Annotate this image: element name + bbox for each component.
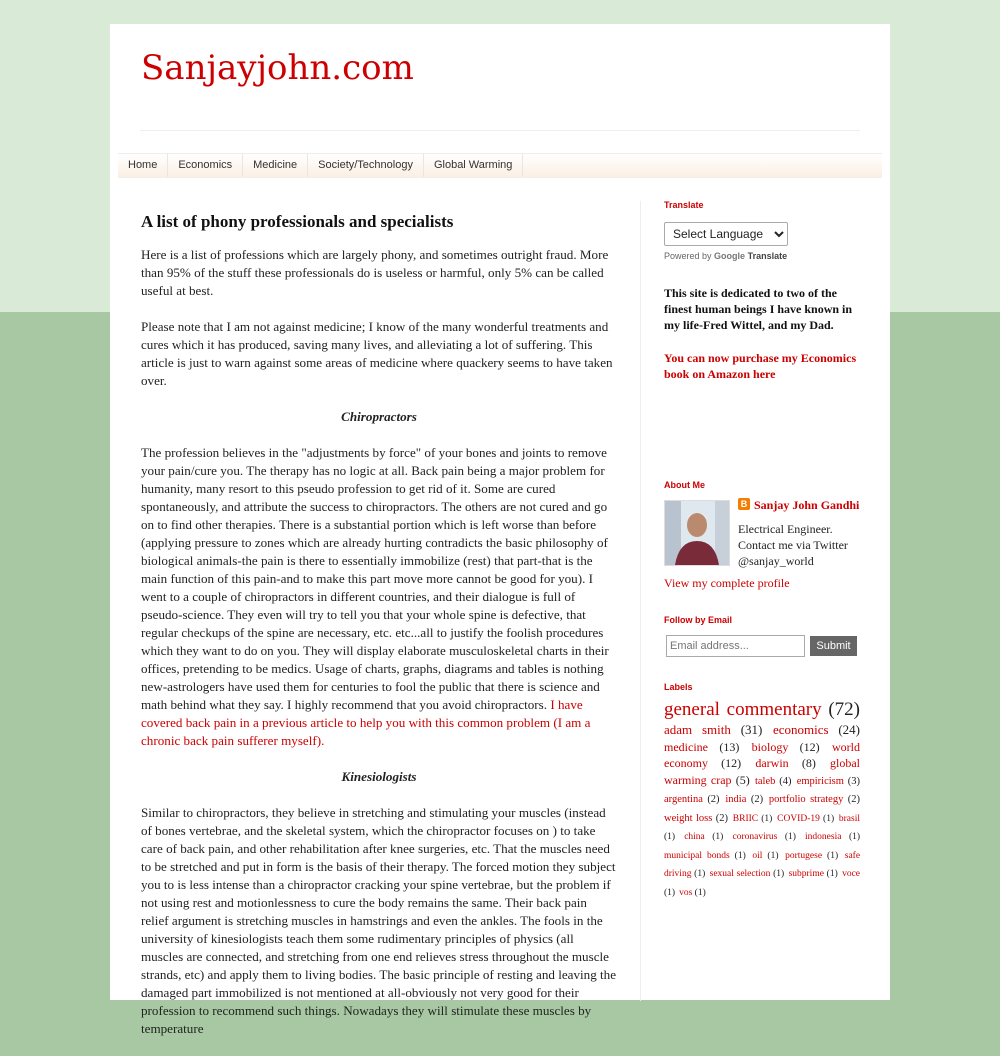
label-link[interactable]: portfolio strategy <box>768 794 844 805</box>
label-count: (4) <box>775 775 792 787</box>
labels-title: Labels <box>664 682 693 692</box>
nav-medicine[interactable]: Medicine <box>243 154 308 177</box>
label-count: (1) <box>841 832 861 842</box>
label-link[interactable]: vos <box>679 887 693 898</box>
label-count: (13) <box>707 739 740 754</box>
label-link[interactable]: india <box>725 794 747 805</box>
label-count: (1) <box>758 813 773 824</box>
label-link[interactable]: voce <box>842 869 861 879</box>
label-count: (1) <box>691 869 706 879</box>
page-container <box>110 24 890 1036</box>
label-count: (1) <box>823 869 838 879</box>
label-link[interactable]: economics <box>772 722 829 737</box>
powered-by-google <box>664 251 787 261</box>
label-entry <box>679 888 706 898</box>
about-me-text: Electrical Engineer. Contact me via Twitter @sanjay_world <box>738 522 848 568</box>
label-link[interactable]: taleb <box>754 775 776 787</box>
label-count: (2) <box>702 794 720 805</box>
label-link[interactable]: safe driving <box>664 850 861 879</box>
label-count: (1) <box>664 887 676 898</box>
label-count: (8) <box>788 756 816 770</box>
label-link[interactable]: brasil <box>838 813 860 824</box>
label-link[interactable]: adam smith <box>664 722 731 737</box>
label-count: (1) <box>822 850 839 861</box>
nav-global-warming[interactable]: Global Warming <box>424 154 523 177</box>
amazon-book-link[interactable]: You can now purchase my Economics book on Amazon here <box>664 351 857 381</box>
label-entry <box>773 722 860 737</box>
chiropractors-text: The profession believes in the "adjustments by force" of your bones and joints to remove your pain/cure you. The therapy has no logic at all. Back pain being a major problem for humanity, many resort to this pseudo profession to get rid of it. Some are cured spontaneously, and attribute the success to chiropractors. The others are not cured and go on to find other therapies. There is a substantial portion which is left worse than before (applying pressure to zones which are already hurting contradicts the basic philosophy of biological animals-the pain is there to essentially immobilize (rest) that part-that is the main function of this pain-and to make this part move more cannot be good for you). I went to a couple of chiropractors in different countries, and their dialogue is full of pseudo-science. They even will try to tell you that your whole spine is defective, that regular checkups of the spine are necessary, etc. etc...all to justify the foolish procedures which they want to do on you. They will display elaborate musculoskeletal charts in their offices, pretending to be medics. Usage of charts, graphs, diagrams and tables is nothing new-astrologers have used them for centuries to fool the public that there is science and math behind what they say. I highly recommend that you avoid chiropractors. <box>141 445 609 712</box>
label-count: (1) <box>692 887 706 898</box>
post-title: A list of phony professionals and specialists <box>141 212 454 231</box>
label-entry <box>752 740 820 754</box>
kinesiologists-heading: Kinesiologists <box>341 769 417 784</box>
label-count: (31) <box>730 722 763 737</box>
label-count: (12) <box>788 739 820 754</box>
label-entry <box>710 869 785 879</box>
label-entry <box>755 776 792 787</box>
label-count: (3) <box>843 775 861 787</box>
avatar-photo-icon <box>665 501 729 565</box>
label-count: (24) <box>828 722 861 737</box>
label-entry <box>664 699 860 720</box>
back-pain-article-link[interactable]: I have covered back pain in a previous article to help you with this common problem (I am a chronic back pain sufferer myself). <box>141 697 591 748</box>
follow-by-email-title: Follow by Email <box>664 615 733 625</box>
label-count: (2) <box>746 794 764 805</box>
label-count: (2) <box>712 812 728 824</box>
label-link[interactable]: empiricism <box>796 775 844 787</box>
label-count: (1) <box>664 832 676 842</box>
label-entry <box>732 832 795 842</box>
label-link[interactable]: subprime <box>788 869 824 879</box>
label-link[interactable]: biology <box>751 739 789 754</box>
powered-by-text: Powered by <box>664 251 712 261</box>
label-link[interactable]: coronavirus <box>732 832 778 842</box>
label-link[interactable]: world economy <box>664 739 860 770</box>
label-link[interactable]: china <box>684 832 705 842</box>
label-entry <box>684 832 723 842</box>
label-link[interactable]: general commentary <box>664 699 822 720</box>
label-link[interactable]: BRIIC <box>732 813 759 824</box>
label-link[interactable]: sexual selection <box>709 869 771 879</box>
label-link[interactable]: portugese <box>785 850 823 861</box>
label-count: (1) <box>777 832 796 842</box>
label-entry <box>755 756 816 770</box>
language-select[interactable] <box>664 222 788 246</box>
view-profile-link[interactable]: View my complete profile <box>664 576 790 590</box>
label-count: (1) <box>704 832 724 842</box>
label-entry <box>664 851 746 861</box>
label-count: (1) <box>819 813 835 824</box>
site-title-link[interactable]: Sanjayjohn.com <box>141 48 414 88</box>
label-link[interactable]: COVID-19 <box>777 813 820 824</box>
label-link[interactable]: indonesia <box>805 832 842 842</box>
post-intro-paragraph: Here is a list of professions which are largely phony, and sometimes outright fraud. More than 95% of the stuff these professionals do is useless or harmful, only 5% can be called useful at best. <box>141 247 609 298</box>
email-input[interactable] <box>666 635 805 657</box>
label-entry <box>777 814 834 824</box>
nav-home[interactable]: Home <box>118 154 168 177</box>
label-count: (1) <box>770 869 785 879</box>
label-entry <box>785 851 838 861</box>
post-body <box>141 212 617 1056</box>
post-note-paragraph: Please note that I am not against medicine; I know of the many wonderful treatments and cures which it has produced, saving many lives, and alleviating a lot of suffering. This article is just to warn against some areas of medicine where quackery seems to have taken over. <box>141 319 613 388</box>
label-link[interactable]: municipal bonds <box>664 850 730 861</box>
label-link[interactable]: global warming crap <box>664 756 861 787</box>
chiropractors-paragraph <box>141 444 617 750</box>
blogger-icon: B <box>738 498 750 510</box>
chiropractors-heading: Chiropractors <box>341 409 417 424</box>
translate-widget-title: Translate <box>664 200 704 210</box>
label-entry <box>664 722 762 737</box>
label-count: (72) <box>821 699 860 720</box>
label-link[interactable]: weight loss <box>664 812 713 824</box>
nav-economics[interactable]: Economics <box>168 154 243 177</box>
label-entry <box>797 776 860 787</box>
google-logo: Google <box>714 251 746 261</box>
label-entry <box>789 869 838 879</box>
label-link[interactable]: oil <box>752 850 763 861</box>
dedication-text: This site is dedicated to two of the finest human beings I have known in my life-Fred Wittel, and my Dad. <box>664 286 853 332</box>
label-count: (1) <box>762 850 779 861</box>
google-translate-link[interactable]: Translate <box>747 251 788 261</box>
label-entry <box>725 794 763 805</box>
label-entry <box>769 794 860 805</box>
label-entry <box>664 740 739 754</box>
label-link[interactable]: medicine <box>664 739 708 754</box>
avatar[interactable] <box>664 500 730 566</box>
label-entry <box>752 851 778 861</box>
label-count: (12) <box>708 756 742 770</box>
label-entry <box>805 832 860 842</box>
label-link[interactable]: darwin <box>755 756 789 770</box>
label-cloud <box>664 698 860 901</box>
header-divider <box>140 130 860 131</box>
label-count: (1) <box>729 850 746 861</box>
label-count: (2) <box>843 794 861 805</box>
profile-name-link[interactable]: Sanjay John Gandhi <box>754 498 860 512</box>
about-me-title: About Me <box>664 480 705 490</box>
top-navigation <box>118 153 882 178</box>
label-count: (5) <box>731 772 750 787</box>
column-divider <box>640 201 641 1001</box>
nav-society-technology[interactable]: Society/Technology <box>308 154 424 177</box>
label-link[interactable]: argentina <box>664 794 703 805</box>
label-entry <box>664 813 728 824</box>
submit-button[interactable]: Submit <box>810 636 857 656</box>
label-entry <box>664 794 720 805</box>
kinesiologists-paragraph: Similar to chiropractors, they believe in stretching and stimulating your muscles (instead of bones vertebrae, and the skeletal system, which the chiropractor focuses on ) to take care of back pain, and other rehabilitation after knee surgeries, etc. That the muscles need to be stretched and put in form is the basis of their therapy. The forced motion they subject you to is less intense than a chiropractor cracking your spine vertebrae, but the problem if not using rest and motionlessness to cure the body remains the same. Their back pain relief argument is stretching muscles in hamstrings and even the ankles. The fools in the university of kinesiologists teach them some rudimentary principles of physics (all muscles are connected, and stretching from one end relieves stress throughout the muscle strands, etc) and apply them to living bodies. The basic principle of resting and leaving the damaged part immobilized is not mentioned at all-obviously not very good for their profession to recommend such things. Nowadays they will stimulate these muscles by temperature <box>141 805 617 1036</box>
label-entry <box>733 814 773 824</box>
